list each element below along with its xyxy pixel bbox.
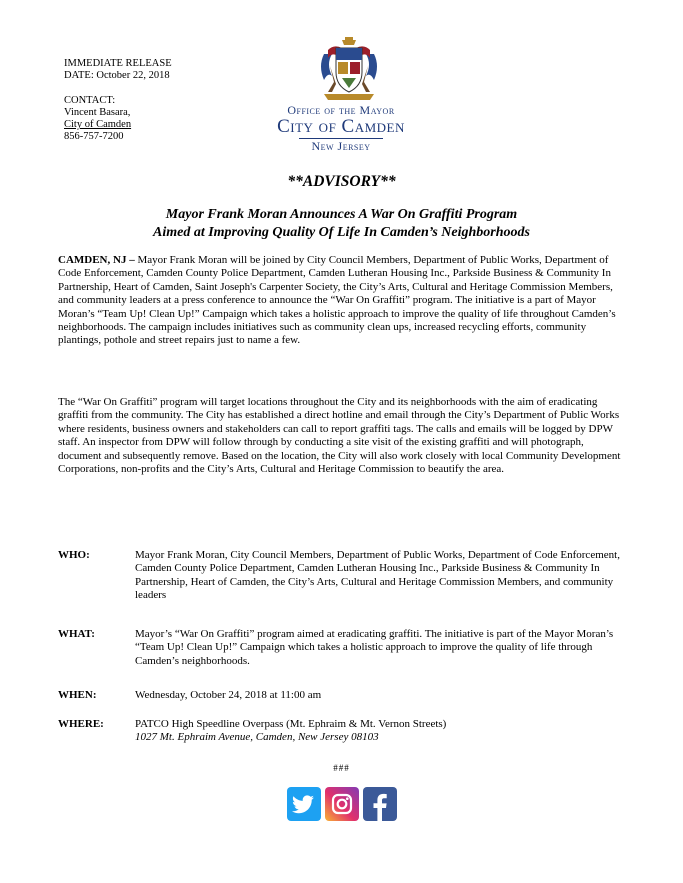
facebook-icon[interactable] <box>363 787 397 821</box>
release-date: DATE: October 22, 2018 <box>64 70 170 81</box>
where-row <box>58 718 628 745</box>
contact-label: CONTACT: <box>64 95 116 106</box>
who-row <box>58 549 628 603</box>
city-seal-icon <box>314 36 384 106</box>
headline-line-1: Mayor Frank Moran Announces A War On Graffiti Program <box>165 207 518 222</box>
headline-line-2: Aimed at Improving Quality Of Life In Camden’s Neighborhoods <box>153 225 530 240</box>
office-line: Office of the Mayor <box>287 103 395 117</box>
what-text: Mayor’s “War On Graffiti” program aimed at eradicating graffiti. The initiative is part of the Mayor Moran’s “Team Up! Clean Up!” Campaign which takes a holistic approach to improve the quality of life through Camden’s neighborhoods. <box>135 628 614 667</box>
office-of-the-mayor-logo <box>252 103 430 155</box>
who-label: WHO: <box>58 549 90 561</box>
paragraph-2: The “War On Graffiti” program will target locations throughout the City and its neighborhoods with the aim of eradicating graffiti from the community. The City has established a direct hotline and email through the City’s Department of Public Works where residents, business owners and stakeholders can call to report graffiti tags. The calls and emails will be logged by DPW staff. An inspector from DPW will follow through by conducting a site visit of the existing graffiti and will photograph, document and subsequently remove. Based on the location, the City will also work closely with local Community Development Corporations, non-profits and the City’s Arts, Cultural and Heritage Commission to beautify the area. <box>58 396 621 476</box>
headline <box>0 206 683 242</box>
when-row <box>58 689 628 702</box>
when-label: WHEN: <box>58 689 97 701</box>
contact-block <box>64 95 172 143</box>
city-line: City of Camden <box>277 116 405 137</box>
contact-org: City of Camden <box>64 119 132 130</box>
end-mark: ### <box>333 763 350 773</box>
paragraph-1-text: Mayor Frank Moran will be joined by City Council Members, Department of Public Works, Department of Code Enforcement, Camden County Police Department, Camden Lutheran Housing Inc., Parkside Business & Community In Partnership, Heart of Camden, Saint Joseph's Carpenter Society, the City’s Arts, Cultural and Heritage Commission Members, and community leaders at a press conference to announce the “War On Graffiti” program. The initiative is a part of Mayor Moran’s “Team Up! Clean Up!” Campaign which takes a holistic approach to improve the quality of life throughout Camden’s neighborhoods. The campaign includes initiatives such as community clean ups, increased recycling efforts, community plantings, pothole and street repairs just to name a few. <box>58 254 616 347</box>
where-label: WHERE: <box>58 718 104 730</box>
when-text: Wednesday, October 24, 2018 at 11:00 am <box>135 689 322 701</box>
paragraph-1 <box>58 254 628 348</box>
contact-name: Vincent Basara, <box>64 107 131 118</box>
dateline: CAMDEN, NJ – <box>58 254 135 266</box>
what-row <box>58 628 628 668</box>
release-header <box>64 58 172 143</box>
contact-phone: 856-757-7200 <box>64 131 124 142</box>
twitter-icon[interactable] <box>287 787 321 821</box>
what-label: WHAT: <box>58 628 95 640</box>
advisory-title: **ADVISORY** <box>287 173 396 190</box>
state-line: New Jersey <box>299 138 382 154</box>
instagram-icon[interactable] <box>325 787 359 821</box>
where-text <box>135 718 628 745</box>
who-text: Mayor Frank Moran, City Council Members, Department of Public Works, Department of Code Enforcement, Camden County Police Department, Camden Lutheran Housing Inc., Parkside Business & Community In Partnership, Heart of Camden, the City’s Arts, Cultural and Heritage Commission Members, and community leaders <box>135 549 620 602</box>
where-venue: PATCO High Speedline Overpass (Mt. Ephraim & Mt. Vernon Streets) <box>135 718 447 730</box>
where-address: 1027 Mt. Ephraim Avenue, Camden, New Jersey 08103 <box>135 731 379 744</box>
immediate-release: IMMEDIATE RELEASE <box>64 58 172 69</box>
